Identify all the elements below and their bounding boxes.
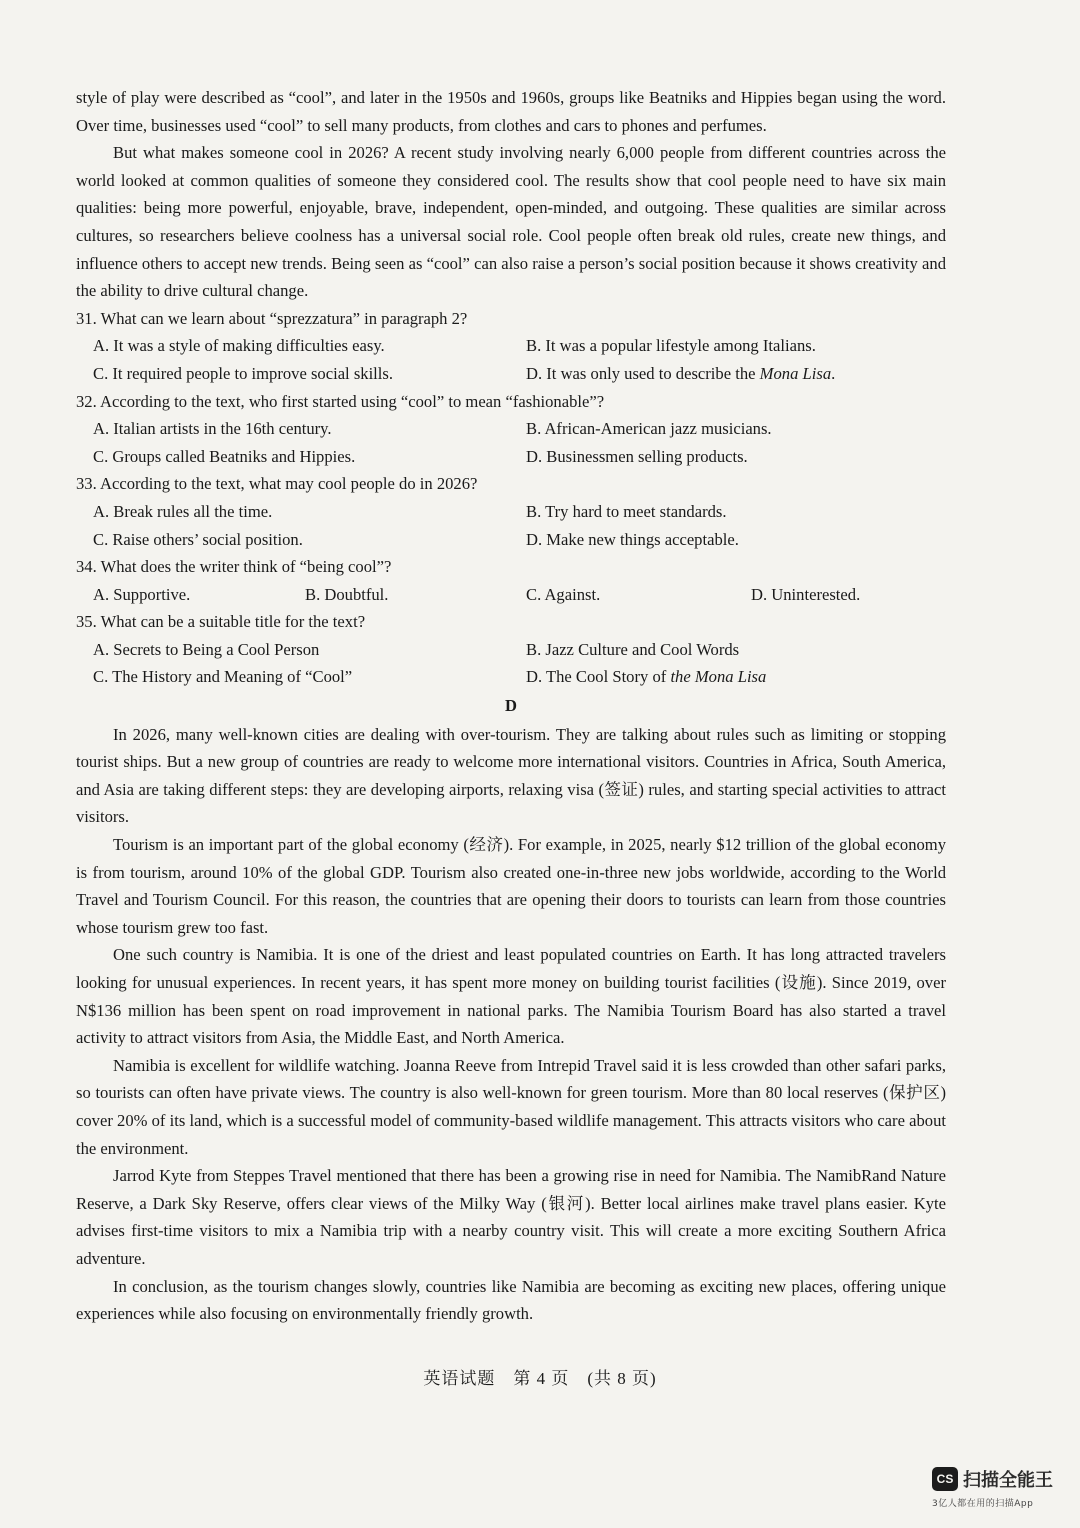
option-b: B. Jazz Culture and Cool Words: [526, 639, 740, 659]
option-a: A. Italian artists in the 16th century.: [93, 419, 332, 439]
watermark-tagline: 3亿人都在用的扫描App: [932, 1499, 1034, 1509]
question-stem: 31. What can we learn about “sprezzatura” in paragraph 2?: [76, 308, 468, 328]
watermark-app-name: 扫描全能王: [963, 1470, 1053, 1491]
option-d: D. Businessmen selling products.: [526, 446, 748, 466]
section-heading: D: [505, 696, 517, 716]
option-d: D. The Cool Story of the Mona Lisa: [526, 667, 767, 687]
option-c: C. The History and Meaning of “Cool”: [93, 667, 353, 687]
question-stem: 32. According to the text, who first started using “cool” to mean “fashionable”?: [76, 391, 605, 411]
question-stem: 33. According to the text, what may cool people do in 2026?: [76, 474, 478, 494]
option-b: B. African-American jazz musicians.: [526, 419, 772, 439]
passage-d-paragraph: Namibia is excellent for wildlife watching. Joanna Reeve from Intrepid Travel said it is less crowded than other safari parks, so tourists can often have private views. The country is also well-known for green tourism. More than 80 local reserves (保护区) cover 20% of its land, which is a successful model of community-based wildlife management. This attracts visitors who care about the environment.: [76, 1055, 946, 1158]
option-c: C. Raise others’ social position.: [93, 529, 303, 549]
scanner-watermark: [932, 1466, 1062, 1514]
option-a: A. Supportive.: [93, 584, 191, 604]
option-a: A. Break rules all the time.: [93, 501, 273, 521]
option-d: D. Make new things acceptable.: [526, 529, 739, 549]
question-32: [76, 388, 946, 471]
option-d: D. Uninterested.: [751, 584, 861, 604]
option-b: B. Doubtful.: [305, 584, 389, 604]
page-footer: 英语试题 第 4 页 (共 8 页): [423, 1369, 657, 1388]
option-c: C. Groups called Beatniks and Hippies.: [93, 446, 356, 466]
passage-c-paragraph: style of play were described as “cool”, and later in the 1950s and 1960s, groups like Beatniks and Hippies began using the word. Over time, businesses used “cool” to sell many products, from clothes and cars to phones and perfumes.: [76, 88, 946, 135]
question-stem: 34. What does the writer think of “being cool”?: [76, 557, 392, 577]
passage-d-paragraph: In conclusion, as the tourism changes slowly, countries like Namibia are becoming as exciting new places, offering unique experiences while also focusing on environmentally friendly growth.: [76, 1276, 946, 1324]
question-35: [76, 608, 946, 691]
question-stem: 35. What can be a suitable title for the text?: [76, 612, 366, 632]
option-c: C. Against.: [526, 584, 601, 604]
passage-d-paragraph: Tourism is an important part of the global economy (经济). For example, in 2025, nearly $12 trillion of the global economy is from tourism, around 10% of the global GDP. Tourism also created one-in-three new jobs worldwide, according to the World Travel and Tourism Council. For this reason, the countries that are opening their doors to tourists can learn from those countries whose tourism grew too fast.: [76, 835, 946, 937]
option-b: B. Try hard to meet standards.: [526, 501, 727, 521]
option-a: A. It was a style of making difficulties easy.: [93, 336, 385, 356]
option-a: A. Secrets to Being a Cool Person: [93, 639, 320, 659]
exam-page: [76, 84, 946, 1328]
question-31: [76, 305, 946, 388]
option-c: C. It required people to improve social skills.: [93, 363, 394, 383]
passage-d-paragraph: In 2026, many well-known cities are dealing with over-tourism. They are talking about rules such as limiting or stopping tourist ships. But a new group of countries are ready to welcome more international visitors. Countries in Africa, South America, and Asia are taking different steps: they are developing airports, relaxing visa (签证) rules, and starting special activities to attract visitors.: [76, 724, 946, 827]
question-33: [76, 470, 946, 553]
option-b: B. It was a popular lifestyle among Italians.: [526, 336, 816, 356]
passage-d-paragraph: Jarrod Kyte from Steppes Travel mentioned that there has been a growing rise in need for Namibia. The NamibRand Nature Reserve, a Dark Sky Reserve, offers clear views of the Milky Way (银河). Better local airlines make travel plans easier. Kyte advises first-time visitors to mix a Namibia trip with a nearby country visit. This will create a more exciting Southern Africa adventure.: [76, 1166, 946, 1268]
passage-c-paragraph: But what makes someone cool in 2026? A recent study involving nearly 6,000 people from different countries across the world looked at common qualities of someone they considered cool. The results show that cool people need to have six main qualities: being more powerful, enjoyable, brave, independent, open-minded, and outgoing. These qualities are similar across cultures, so researchers believe coolness has a universal social role. Cool people often break old rules, create new things, and influence others to accept new trends. Being seen as “cool” can also raise a person’s social position because it shows creativity and the ability to drive cultural change.: [76, 143, 946, 301]
option-d: D. It was only used to describe the Mona Lisa.: [526, 363, 836, 383]
camscanner-logo-icon: CS: [932, 1467, 958, 1491]
passage-d-paragraph: One such country is Namibia. It is one of the driest and least populated countries on Earth. It has long attracted travelers looking for unusual experiences. In recent years, it has spent more money on building tourist facilities (设施). Since 2019, over N$136 million has been spent on road improvement in national parks. The Namibia Tourism Board has also started a travel activity to attract visitors from Asia, the Middle East, and North America.: [76, 945, 946, 1048]
question-34: [76, 553, 946, 608]
